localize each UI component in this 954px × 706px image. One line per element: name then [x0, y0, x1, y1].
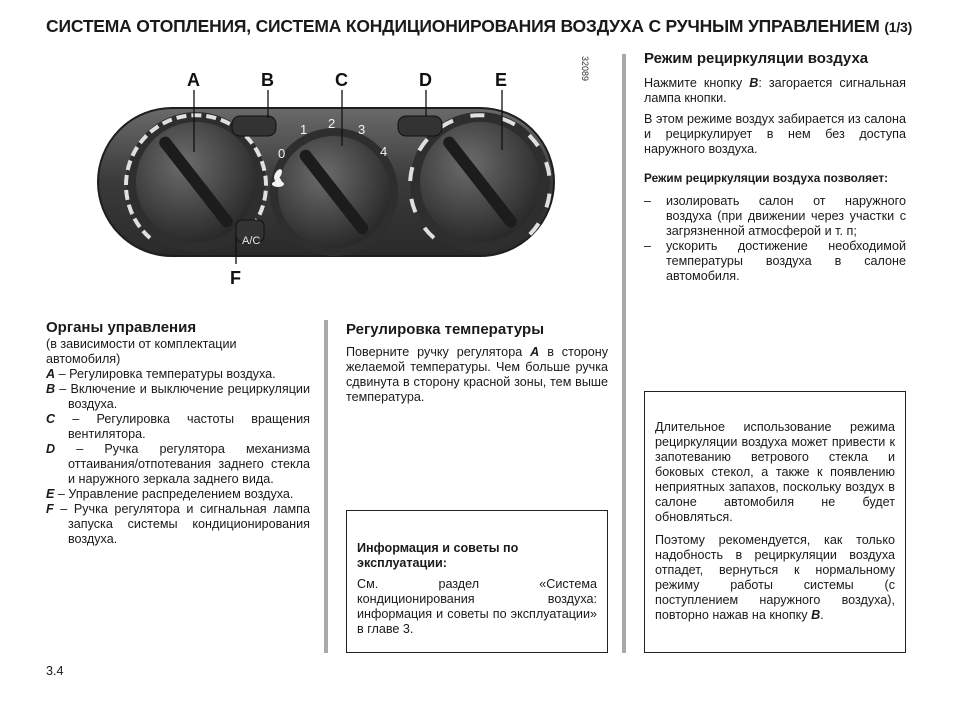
- control-item-f: F – Ручка регулятора и сигнальная лампа запуска системы кондиционирования воздуха.: [46, 502, 310, 546]
- control-key-c: C: [46, 412, 56, 426]
- recirculation-section: [644, 50, 906, 284]
- warning-box-p1: Длительное использование режима рециркуляции воздуха может привести к запотеванию ветрового стекла и боковых стекол, а также к появлению неприятных запахов, поскольку воздух в салоне автомобиля не будет обновляться.: [655, 420, 895, 524]
- speed-0: 0: [278, 146, 286, 161]
- recirculation-p1-start: Нажмите кнопку: [644, 76, 743, 90]
- label-d: D: [419, 70, 432, 90]
- control-key-e: E: [46, 487, 55, 501]
- control-key-a: A: [46, 367, 56, 381]
- info-box: [346, 510, 608, 653]
- page-ref: (1/3): [884, 19, 913, 35]
- control-text-e: Управление распределением воздуха.: [68, 487, 294, 501]
- recirculation-p2: В этом режиме воздух забирается из салона и рециркулирует в нем без доступа наружного воздуха.: [644, 112, 906, 156]
- speed-3: 3: [358, 122, 366, 137]
- recirculation-bullet-1-text: изолировать салон от наружного воздуха (при движении через участки с загрязненной атмосферой и т. п;: [666, 194, 906, 238]
- control-key-f: F: [46, 502, 54, 516]
- controls-section: [46, 319, 310, 547]
- control-key-b: B: [46, 382, 56, 396]
- control-panel-figure: [46, 52, 606, 302]
- warning-box-p2-end: .: [820, 608, 824, 622]
- label-e: E: [495, 70, 508, 90]
- control-text-f: Ручка регулятора и сигнальная лампа запуска системы кондиционирования воздуха.: [68, 502, 310, 546]
- temperature-key: A: [530, 345, 540, 359]
- label-b: B: [261, 70, 274, 90]
- control-text-a: Регулировка температуры воздуха.: [69, 367, 276, 381]
- control-key-d: D: [46, 442, 56, 456]
- label-a: A: [187, 70, 200, 90]
- temperature-section: [346, 321, 608, 405]
- column-divider-1: [324, 320, 328, 653]
- warning-box-p2-start: Поэтому рекомендуется, как только надобность в рециркуляции воздуха отпадет, вернуться к нормальному режиму работы системы (с поступлением наружного воздуха), повторно нажав на кнопку: [655, 533, 895, 622]
- recirculation-bullet-2: – ускорить достижение необходимой температуры воздуха в салоне автомобиля.: [644, 239, 906, 283]
- speed-2: 2: [328, 116, 336, 131]
- controls-title: Органы управления: [46, 319, 197, 336]
- temperature-text-1: Поверните ручку регулятора: [346, 345, 523, 359]
- info-box-text: См. раздел «Система кондиционирования воздуха: информация и советы по эксплуатации» в главе 3.: [357, 577, 597, 636]
- warning-box-p2: [655, 533, 895, 623]
- rear-defrost-button[interactable]: [398, 116, 442, 136]
- recirculation-subheading: Режим рециркуляции воздуха позволяет:: [644, 171, 889, 185]
- speed-1: 1: [300, 122, 308, 137]
- ac-label: A/C: [242, 235, 261, 247]
- recirculation-p1-key: B: [749, 76, 759, 90]
- recirculation-title: Режим рециркуляции воздуха: [644, 50, 869, 67]
- controls-subtitle: (в зависимости от комплектации автомобиля): [46, 337, 237, 366]
- fan-speed-knob[interactable]: [270, 128, 398, 256]
- warning-box-p2-key: B: [811, 608, 821, 622]
- control-text-b: Включение и выключение рециркуляции воздуха.: [68, 382, 310, 411]
- recirculation-p1-end: : загорается сигнальная лампа кнопки.: [644, 76, 906, 105]
- page-title: [46, 16, 926, 37]
- control-text-d: Ручка регулятора механизма оттаивания/отпотевания заднего стекла и наружного зеркала заднего вида.: [68, 442, 310, 486]
- control-item-d: D – Ручка регулятора механизма оттаивания/отпотевания заднего стекла и наружного зеркала заднего вида.: [46, 442, 310, 486]
- control-panel-illustration: [46, 52, 606, 302]
- speed-4: 4: [380, 144, 388, 159]
- control-item-e: E – Управление распределением воздуха.: [46, 487, 294, 501]
- recirculation-bullet-1: – изолировать салон от наружного воздуха (при движении через участки с загрязненной атмосферой и т. п;: [644, 194, 906, 238]
- column-divider-2: [622, 54, 626, 653]
- control-text-c: Регулировка частоты вращения вентилятора.: [68, 412, 310, 441]
- recirculation-button[interactable]: [232, 116, 276, 136]
- recirculation-bullet-2-text: ускорить достижение необходимой температуры воздуха в салоне автомобиля.: [666, 239, 906, 283]
- label-f: F: [230, 268, 241, 288]
- figure-code: 32089: [580, 56, 590, 82]
- page-number: 3.4: [46, 664, 64, 678]
- info-box-title: Информация и советы по эксплуатации:: [357, 541, 519, 570]
- control-item-b: B – Включение и выключение рециркуляции воздуха.: [46, 382, 310, 411]
- control-item-a: A – Регулировка температуры воздуха.: [46, 367, 276, 381]
- page-title-text: СИСТЕМА ОТОПЛЕНИЯ, СИСТЕМА КОНДИЦИОНИРОВАНИЯ ВОЗДУХА С РУЧНЫМ УПРАВЛЕНИЕМ: [46, 16, 880, 36]
- warning-box: [644, 391, 906, 653]
- control-item-c: C – Регулировка частоты вращения вентилятора.: [46, 412, 310, 441]
- temperature-text-2: в сторону желаемой температуры. Чем больше ручка сдвинута в сторону красной зоны, тем выше температура.: [346, 345, 608, 404]
- temperature-title: Регулировка температуры: [346, 321, 545, 338]
- label-c: C: [335, 70, 348, 90]
- recirculation-p1: [644, 76, 906, 106]
- temperature-text: [346, 345, 608, 405]
